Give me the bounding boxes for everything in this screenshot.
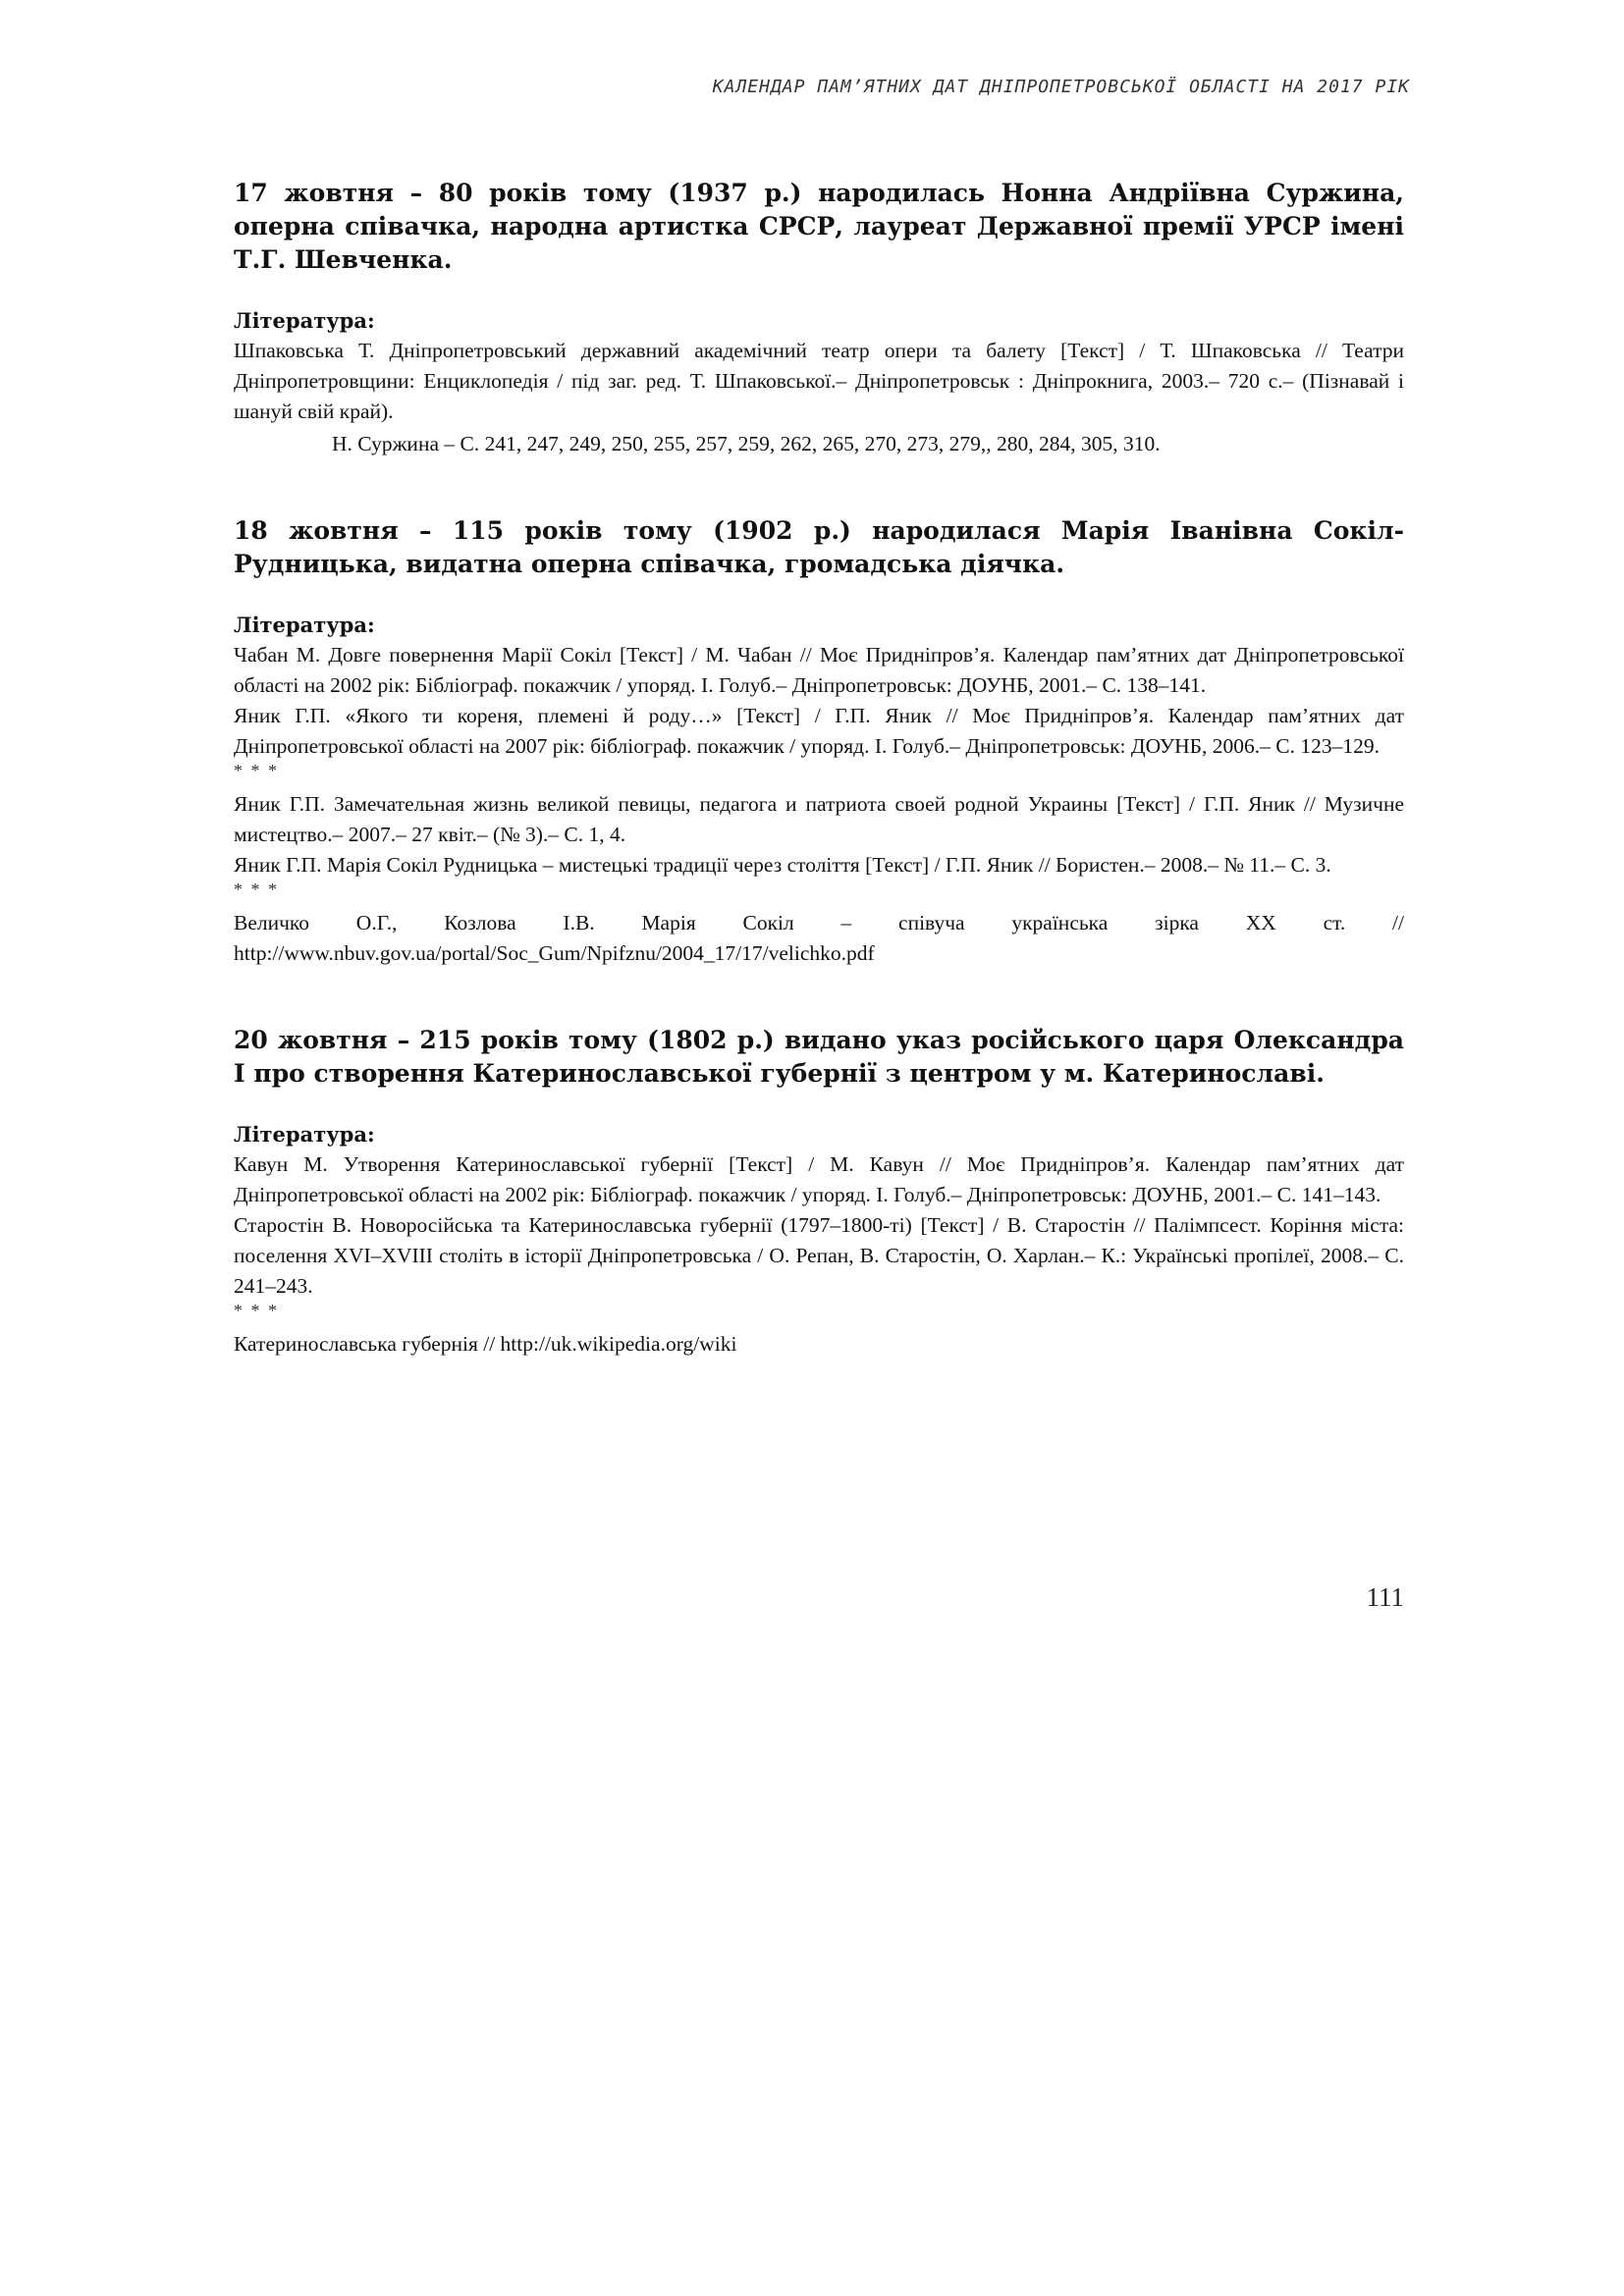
separator: * * * [234,1301,279,1320]
calendar-entry [234,177,1404,459]
calendar-entry [234,514,1404,969]
literature-heading: Література: [234,1122,375,1147]
page-number: 111 [1366,1582,1404,1612]
reference: Яник Г.П. «Якого ти кореня, племені й роду…» [Текст] / Г.П. Яник // Моє Придніпров’я. Календар пам’ятних дат Дніпропетровської області на 2007 рік: бібліограф. покажчик / упоряд. І. Голуб.– Дніпропетровськ: ДОУНБ, 2006.– С. 123–129. [234,704,1404,758]
reference-pages: Н. Суржина – С. 241, 247, 249, 250, 255, 257, 259, 262, 265, 270, 273, 279,, 280, 284, 305, 310. [332,432,1161,455]
separator: * * * [234,761,279,780]
reference: Кавун М. Утворення Катеринославської губернії [Текст] / М. Кавун // Моє Придніпров’я. Календар пам’ятних дат Дніпропетровської області на 2002 рік: Бібліограф. покажчик / упоряд. І. Голуб.– Дніпропетровськ: ДОУНБ, 2001.– С. 141–143. [234,1152,1404,1206]
entry-title: 20 жовтня – 215 років тому (1802 р.) видано указ російського царя Олександра I про створення Катеринославської губернії з центром у м. Катеринославі. [234,1026,1404,1088]
reference: Яник Г.П. Замечательная жизнь великой певицы, педагога и патриота своей родной Украины [Текст] / Г.П. Яник // Музичне мистецтво.– 2007.– 27 квіт.– (№ 3).– С. 1, 4. [234,792,1404,846]
reference: Яник Г.П. Марія Сокіл Рудницька – мистецькі традиції через століття [Текст] / Г.П. Яник // Бористен.– 2008.– № 11.– С. 3. [234,853,1331,877]
literature-heading: Література: [234,613,375,637]
running-header: КАЛЕНДАР ПАМ’ЯТНИХ ДАТ ДНІПРОПЕТРОВСЬКОЇ ОБЛАСТІ НА 2017 РІК [712,77,1410,97]
entry-title: 17 жовтня – 80 років тому (1937 р.) народилась Нонна Андріївна Суржина, оперна співачка, народна артистка СРСР, лауреат Державної премії УРСР імені Т.Г. Шевченка. [234,179,1404,274]
entry-title: 18 жовтня – 115 років тому (1902 р.) народилася Марія Іванівна Сокіл-Рудницька, видатна оперна співачка, громадська діячка. [234,516,1404,578]
reference: Катеринославська губернія // http://uk.wikipedia.org/wiki [234,1332,737,1356]
reference: Шпаковська Т. Дніпропетровський державний академічний театр опери та балету [Текст] / Т. Шпаковська // Театри Дніпропетровщини: Енциклопедія / під заг. ред. Т. Шпаковської.– Дніпропетровськ : Дніпрокнига, 2003.– 720 с.– (Пізнавай і шануй свій край). [234,339,1404,423]
calendar-entry [234,1024,1404,1360]
literature-heading: Література: [234,308,375,333]
separator: * * * [234,880,279,899]
reference: Величко О.Г., Козлова І.В. Марія Сокіл – співуча українська зірка XX ст. // http://www.nbuv.gov.ua/portal/Soc_Gum/Npifznu/2004_17/17/velichko.pdf [234,911,1404,965]
reference: Старостін В. Новоросійська та Катеринославська губернії (1797–1800-ті) [Текст] / В. Старостін // Палімпсест. Коріння міста: поселення XVI–XVIII століть в історії Дніпропетровська / О. Репан, В. Старостін, О. Харлан.– К.: Українські пропілеї, 2008.– С. 241–243. [234,1213,1404,1298]
reference: Чабан М. Довге повернення Марії Сокіл [Текст] / М. Чабан // Моє Придніпров’я. Календар пам’ятних дат Дніпропетровської області на 2002 рік: Бібліограф. покажчик / упоряд. І. Голуб.– Дніпропетровськ: ДОУНБ, 2001.– С. 138–141. [234,643,1404,697]
page-content [234,177,1404,1415]
